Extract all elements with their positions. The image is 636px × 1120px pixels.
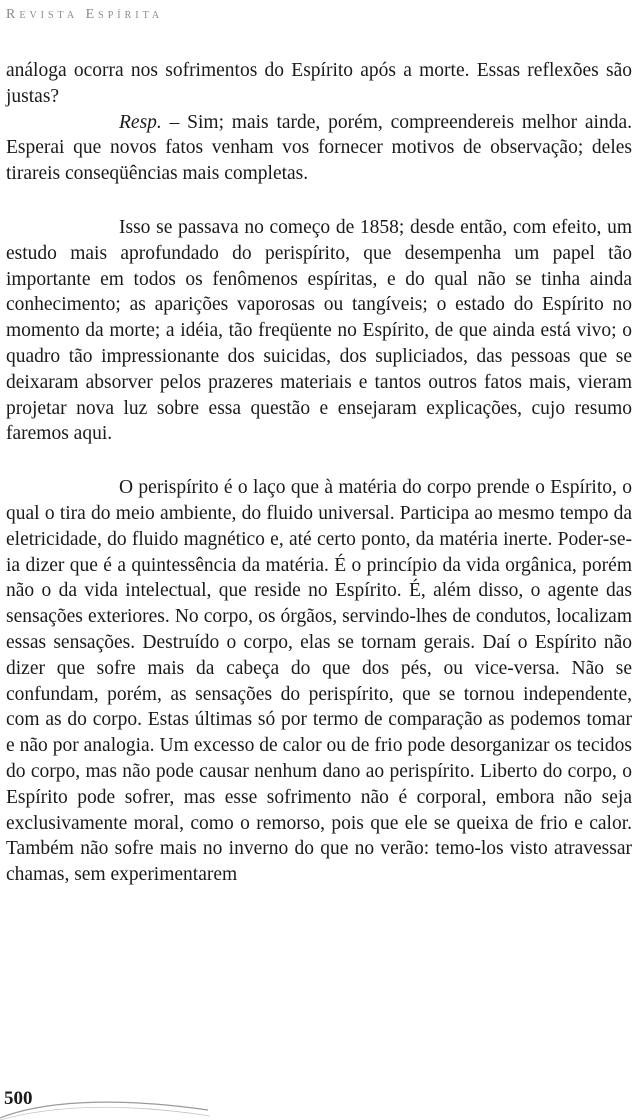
- paragraph-4: O perispírito é o laço que à matéria do corpo prende o Espírito, o qual o tira do meio ambiente, do fluido universal. Participa ao mesmo tempo da eletricidade, do fluido magnético e, até certo ponto, da matéria inerte. Poder-se-ia dizer que é a quintessência da matéria. É o princípio da vida orgânica, porém não o da vida intelectual, que reside no Espírito. É, além disso, o agente das sensações exteriores. No corpo, os órgãos, servindo-lhes de condutos, localizam essas sensações. Destruído o corpo, elas se tornam gerais. Daí o Espírito não dizer que sofre mais da cabeça do que dos pés, ou vice-versa. Não se confundam, porém, as sensações do perispírito, que se tornou independente, com as do corpo. Estas últimas só por termo de comparação as podemos tomar e não por analogia. Um excesso de calor ou de frio pode desorganizar os tecidos do corpo, mas não pode causar nenhum dano ao perispírito. Liberto do corpo, o Espírito pode sofrer, mas esse sofrimento não é corporal, embora não seja exclusivamente moral, como o remorso, pois que ele se queixa de frio e calor. Também não sofre mais no inverno do que no verão: temo-los visto atravessar chamas, sem experimentarem: [6, 477, 632, 886]
- paragraph-3: Isso se passava no começo de 1858; desde então, com efeito, um estudo mais aprofundado do perispírito, que desempenha um papel tão importante em todos os fenômenos espíritas, e do qual não se tinha ainda conhecimento; as aparições vaporosas ou tangíveis; o estado do Espírito no momento da morte; a idéia, tão freqüente no Espírito, de que ainda está vivo; o quadro tão impressionante dos suicidas, dos supliciados, das pessoas que se deixaram absorver pelos prazeres materiais e tantos outros fatos mais, vieram projetar nova luz sobre essa questão e ensejaram explicações, cujo resumo faremos aqui.: [6, 216, 632, 445]
- paragraph-1: análoga ocorra nos sofrimentos do Espírito após a morte. Essas reflexões são justas?: [6, 60, 632, 107]
- resp-text: – Sim; mais tarde, porém, compreendereis melhor ainda. Esperai que novos fatos venham vos fornecer motivos de observação; deles tirareis conseqüências mais completas.: [6, 111, 632, 185]
- paragraph-2: [6, 110, 632, 187]
- running-head: Revista Espírita: [6, 7, 164, 22]
- body-text: [6, 58, 632, 888]
- page-number: 500: [4, 1088, 33, 1109]
- paragraph-gap: [6, 447, 632, 475]
- paragraph-gap: [6, 187, 632, 215]
- resp-label: Resp.: [119, 111, 162, 133]
